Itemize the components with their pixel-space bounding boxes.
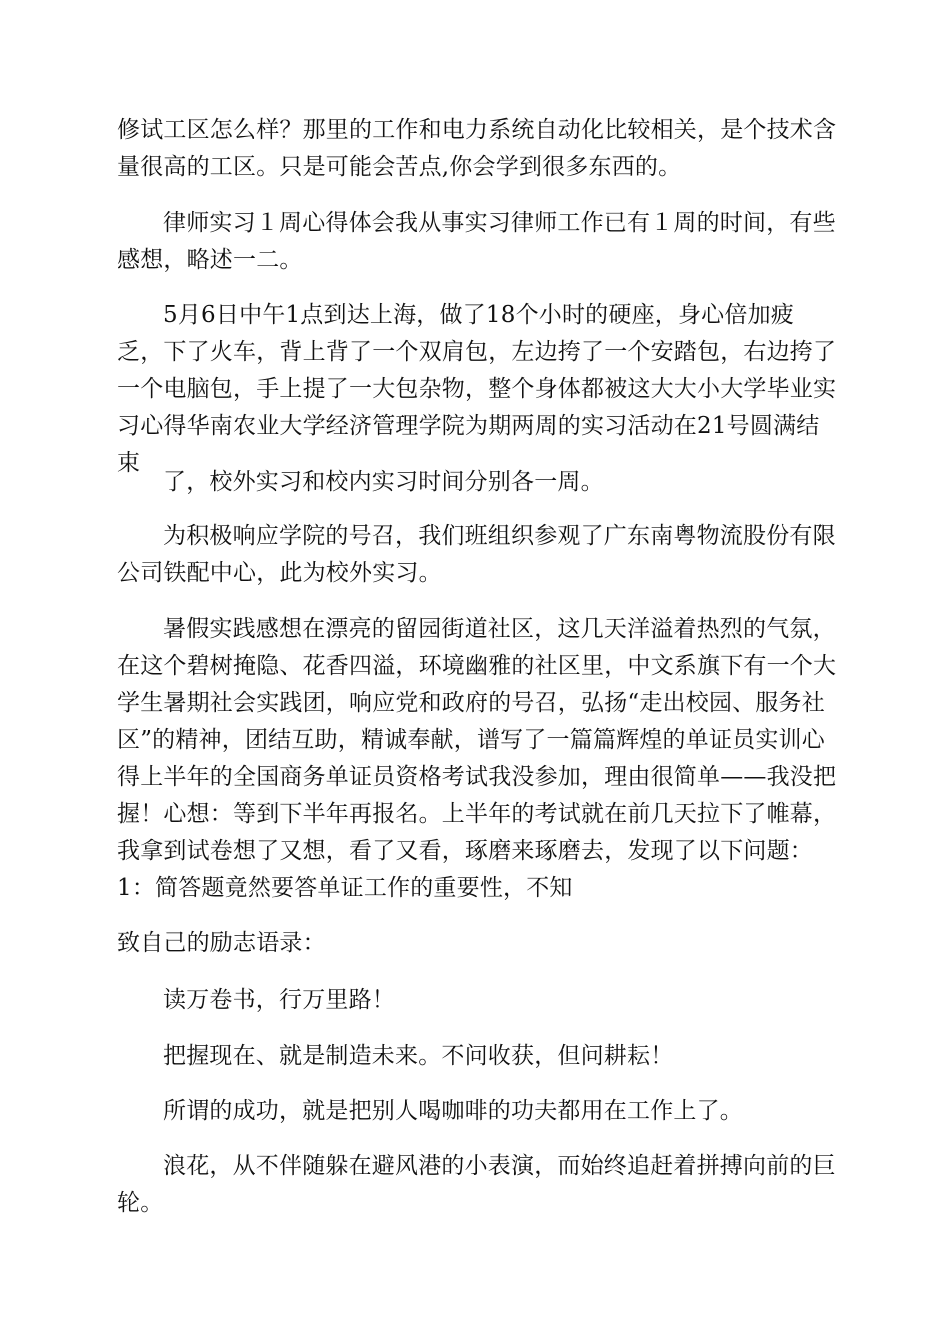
paragraph-4: 了，校外实习和校内实习时间分别各一周。 [163,469,604,495]
paragraph-6: 暑假实践感想在漂亮的留园街道社区，这几天洋溢着热烈的气氛，在这个碧树掩隐、花香四溢，环境幽雅的社区里，中文系旗下有一个大学生暑期社会实践团，响应党和政府的号召，弘扬“走出校园、服务社区”的精神，团结互助，精诚奉献，谱写了一篇篇辉煌的单证员实训心得上半年的全国商务单证员资格考试我没参加，理由很简单——我没把握！心想：等到下半年再报名。上半年的考试就在前几天拉下了帷幕，我拿到试卷想了又想，看了又看，琢磨来琢磨去，发现了以下问题：1：简答题竟然要答单证工作的重要性，不知 [117,616,837,901]
paragraph-3: 5月6日中午1点到达上海，做了18个小时的硬座，身心倍加疲乏，下了火车，背上背了一个双肩包，左边挎了一个安踏包，右边挎了一个电脑包，手上提了一大包杂物，整个身体都被这大大小大学毕业实习心得华南农业大学经济管理学院为期两周的实习活动在21号圆满结束 [117,302,837,476]
paragraph-1: 修试工区怎么样？那里的工作和电力系统自动化比较相关，是个技术含量很高的工区。只是可能会苦点,你会学到很多东西的。 [117,117,837,180]
paragraph-2: 律师实习１周心得体会我从事实习律师工作已有１周的时间，有些感想，略述一二。 [117,210,836,273]
paragraph-8: 读万卷书，行万里路！ [163,987,395,1013]
paragraph-11: 浪花，从不伴随躲在避风港的小表演，而始终追赶着拼搏向前的巨轮。 [117,1153,836,1216]
paragraph-10: 所谓的成功，就是把别人喝咖啡的功夫都用在工作上了。 [163,1098,743,1124]
paragraph-5: 为积极响应学院的号召，我们班组织参观了广东南粤物流股份有限公司铁配中心，此为校外实习。 [117,523,836,586]
paragraph-9: 把握现在、就是制造未来。不问收获，但问耕耘！ [163,1043,674,1069]
paragraph-7: 致自己的励志语录： [117,930,326,956]
